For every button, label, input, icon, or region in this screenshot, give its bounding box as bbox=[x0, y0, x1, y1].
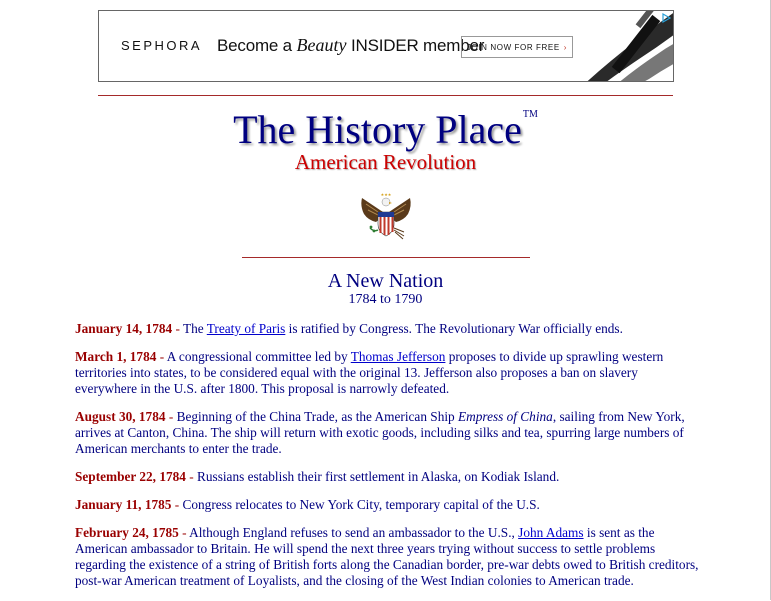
entry-text: A congressional committee led by bbox=[166, 349, 351, 364]
timeline-entry bbox=[75, 497, 700, 513]
timeline-entry bbox=[75, 525, 700, 589]
olive-leaf bbox=[373, 230, 376, 233]
entry-text: Russians establish their first settlement in Alaska, on Kodiak Island. bbox=[197, 469, 560, 484]
thomas-jefferson-link[interactable]: Thomas Jefferson bbox=[350, 349, 446, 364]
entry-separator: - bbox=[171, 497, 183, 512]
shield-chief bbox=[378, 212, 394, 217]
ship-name: Empress of China bbox=[458, 409, 553, 424]
site-title[interactable] bbox=[0, 106, 771, 153]
ad-join-label: JOIN NOW FOR FREE bbox=[466, 42, 560, 52]
site-subtitle: American Revolution bbox=[294, 150, 477, 174]
timeline-entry bbox=[75, 469, 700, 485]
entry-separator: - bbox=[178, 525, 190, 540]
entry-date: September 22, 1784 bbox=[75, 469, 186, 484]
entry-separator: - bbox=[165, 409, 177, 424]
entry-separator: - bbox=[172, 321, 183, 336]
ad-banner[interactable] bbox=[98, 10, 674, 82]
entry-date: January 11, 1785 bbox=[75, 497, 172, 512]
seal-stars: ★★★ bbox=[380, 192, 392, 197]
ad-tagline bbox=[217, 35, 484, 56]
entry-text: Congress relocates to New York City, temporary capital of the U.S. bbox=[182, 497, 540, 512]
john-adams-link[interactable]: John Adams bbox=[518, 525, 584, 540]
ad-join-button[interactable] bbox=[461, 36, 573, 58]
entry-text: proposes to divide up sprawling western territories into states, to be considered equal with the original 13. Jefferson also proposes a ban on slavery everywhere in the U.S. after 1800. This proposal is narrowly defeated. bbox=[75, 349, 664, 396]
timeline-entry bbox=[75, 409, 700, 457]
shield-stripe bbox=[384, 217, 386, 235]
ad-tagline-italic: Beauty bbox=[296, 35, 347, 55]
chevron-right-icon: › bbox=[563, 42, 568, 52]
divider-top bbox=[98, 95, 673, 96]
olive-leaf bbox=[370, 226, 373, 229]
arrows bbox=[394, 228, 404, 239]
shield-stripe bbox=[388, 217, 390, 235]
shield-stripe bbox=[380, 217, 382, 233]
entry-text: is ratified by Congress. The Revolutionary War officially ends. bbox=[285, 321, 623, 336]
shield-stripe bbox=[392, 217, 394, 232]
section-years: 1784 to 1790 bbox=[348, 292, 423, 307]
entry-separator: - bbox=[185, 469, 197, 484]
ad-brand-logo: SEPHORA bbox=[121, 38, 203, 53]
entry-text: is sent as the American ambassador to Britain. He will spend the next three years trying without success to settle problems regarding the existence of a string of British forts along the Canadian border, pre-war debts owed to British creditors, post-war American treatment of Loyalists, and the closing of the West Indian colonies to American trade. bbox=[75, 525, 699, 588]
trademark-mark: TM bbox=[522, 109, 538, 120]
eagle-beak bbox=[389, 202, 392, 204]
entry-date: August 30, 1784 bbox=[75, 409, 166, 424]
ad-tagline-pre: Become a bbox=[217, 36, 297, 55]
ad-tagline-post: INSIDER member bbox=[346, 36, 485, 55]
timeline bbox=[75, 321, 700, 601]
entry-separator: - bbox=[156, 349, 167, 364]
eagle-seal-icon bbox=[358, 192, 414, 242]
section-title: A New Nation bbox=[327, 270, 444, 292]
entry-text: , sailing from New York, arrives at Canton, China. The ship will return with exotic goods, including silks and tea, spurring large numbers of American merchants to enter the trade. bbox=[75, 409, 685, 456]
treaty-of-paris-link[interactable]: Treaty of Paris bbox=[206, 321, 286, 336]
ad-choices-icon[interactable] bbox=[661, 13, 671, 23]
timeline-entry bbox=[75, 349, 700, 397]
timeline-entry bbox=[75, 321, 700, 337]
entry-date: March 1, 1784 bbox=[75, 349, 157, 364]
mascara-product-image bbox=[569, 10, 674, 82]
entry-text: Beginning of the China Trade, as the American Ship bbox=[176, 409, 459, 424]
entry-text: The bbox=[183, 321, 207, 336]
entry-date: February 24, 1785 bbox=[75, 525, 179, 540]
site-title-text: The History Place bbox=[233, 107, 522, 152]
divider-mid bbox=[242, 257, 530, 258]
eagle-head bbox=[382, 198, 390, 206]
entry-text: Although England refuses to send an ambassador to the U.S., bbox=[189, 525, 519, 540]
entry-date: January 14, 1784 bbox=[75, 321, 173, 336]
